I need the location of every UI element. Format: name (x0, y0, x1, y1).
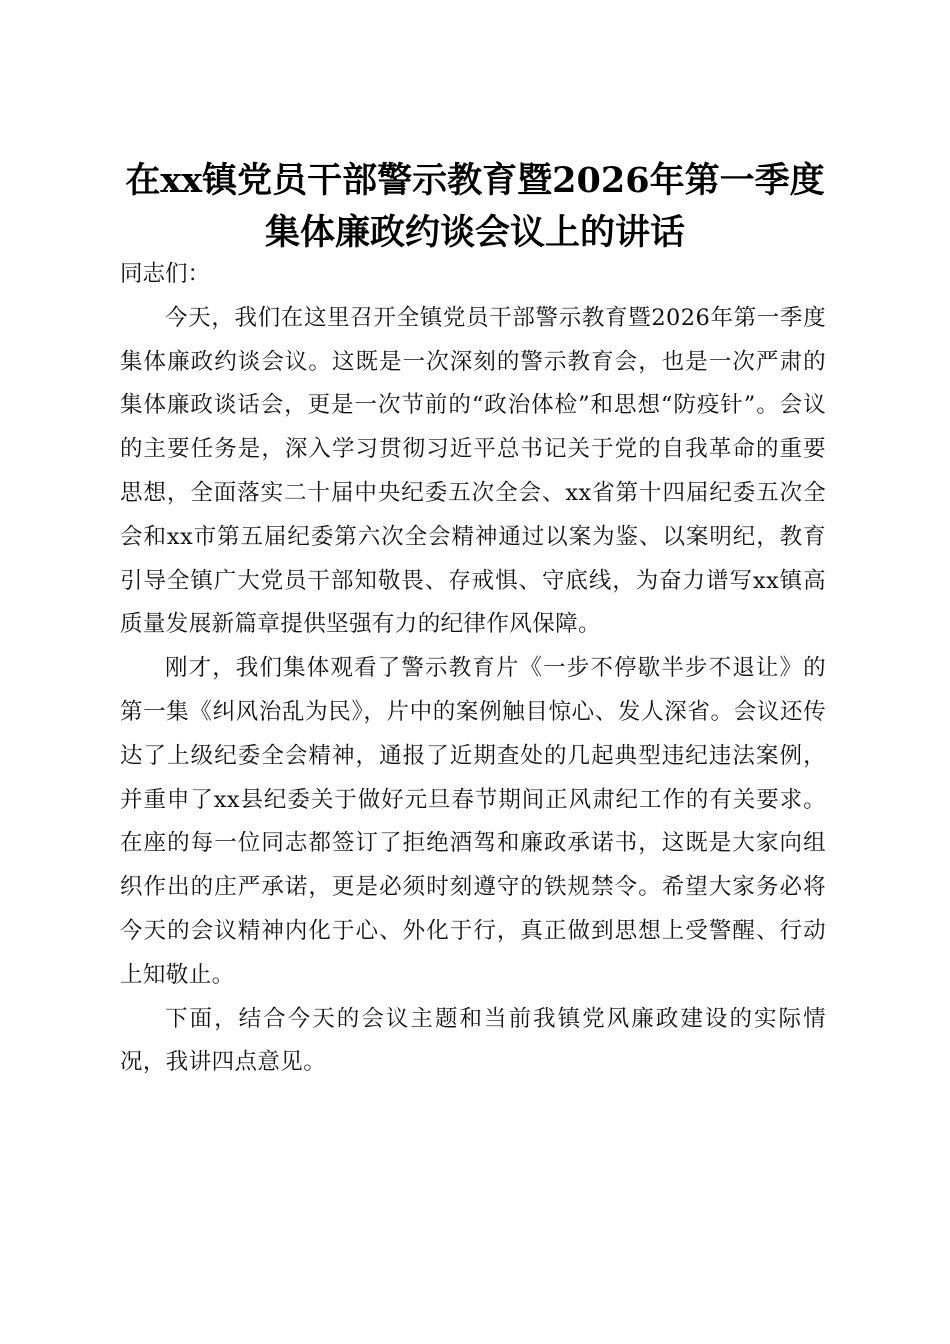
paragraph-opening: 今天，我们在这里召开全镇党员干部警示教育暨2026年第一季度集体廉政约谈会议。这既是一次深刻的警示教育会，也是一次严肃的集体廉政谈话会，更是一次节前的“政治体检”和思想“防疫针”。会议的主要任务是，深入学习贯彻习近平总书记关于党的自我革命的重要思想，全面落实二十届中央纪委五次全会、xx省第十四届纪委五次全会和xx市第五届纪委第六次全会精神通过以案为鉴、以案明纪，教育引导全镇广大党员干部知敬畏、存戒惧、守底线，为奋力谱写xx镇高质量发展新篇章提供坚强有力的纪律作风保障。 (120, 304, 826, 638)
title-line-2: 集体廉政约谈会议上的讲话 (264, 212, 685, 254)
document-title (100, 155, 850, 259)
document-body (120, 253, 826, 1085)
paragraph-transition: 下面，结合今天的会议主题和当前我镇党风廉政建设的实际情况，我讲四点意见。 (120, 1005, 826, 1076)
salutation: 同志们： (120, 261, 211, 287)
paragraph-review: 刚才，我们集体观看了警示教育片《一步不停歇半步不退让》的第一集《纠风治乱为民》，片中的案例触目惊心、发人深省。会议还传达了上级纪委全会精神，通报了近期查处的几起典型违纪违法案例，并重申了xx县纪委关于做好元旦春节期间正风肃纪工作的有关要求。在座的每一位同志都签订了拒绝酒驾和廉政承诺书，这既是大家向组织作出的庄严承诺，更是必须时刻遵守的铁规禁令。希望大家务必将今天的会议精神内化于心、外化于行，真正做到思想上受警醒、行动上知敬止。 (120, 655, 826, 988)
title-line-1: 在xx镇党员干部警示教育暨2026年第一季度 (125, 160, 825, 202)
